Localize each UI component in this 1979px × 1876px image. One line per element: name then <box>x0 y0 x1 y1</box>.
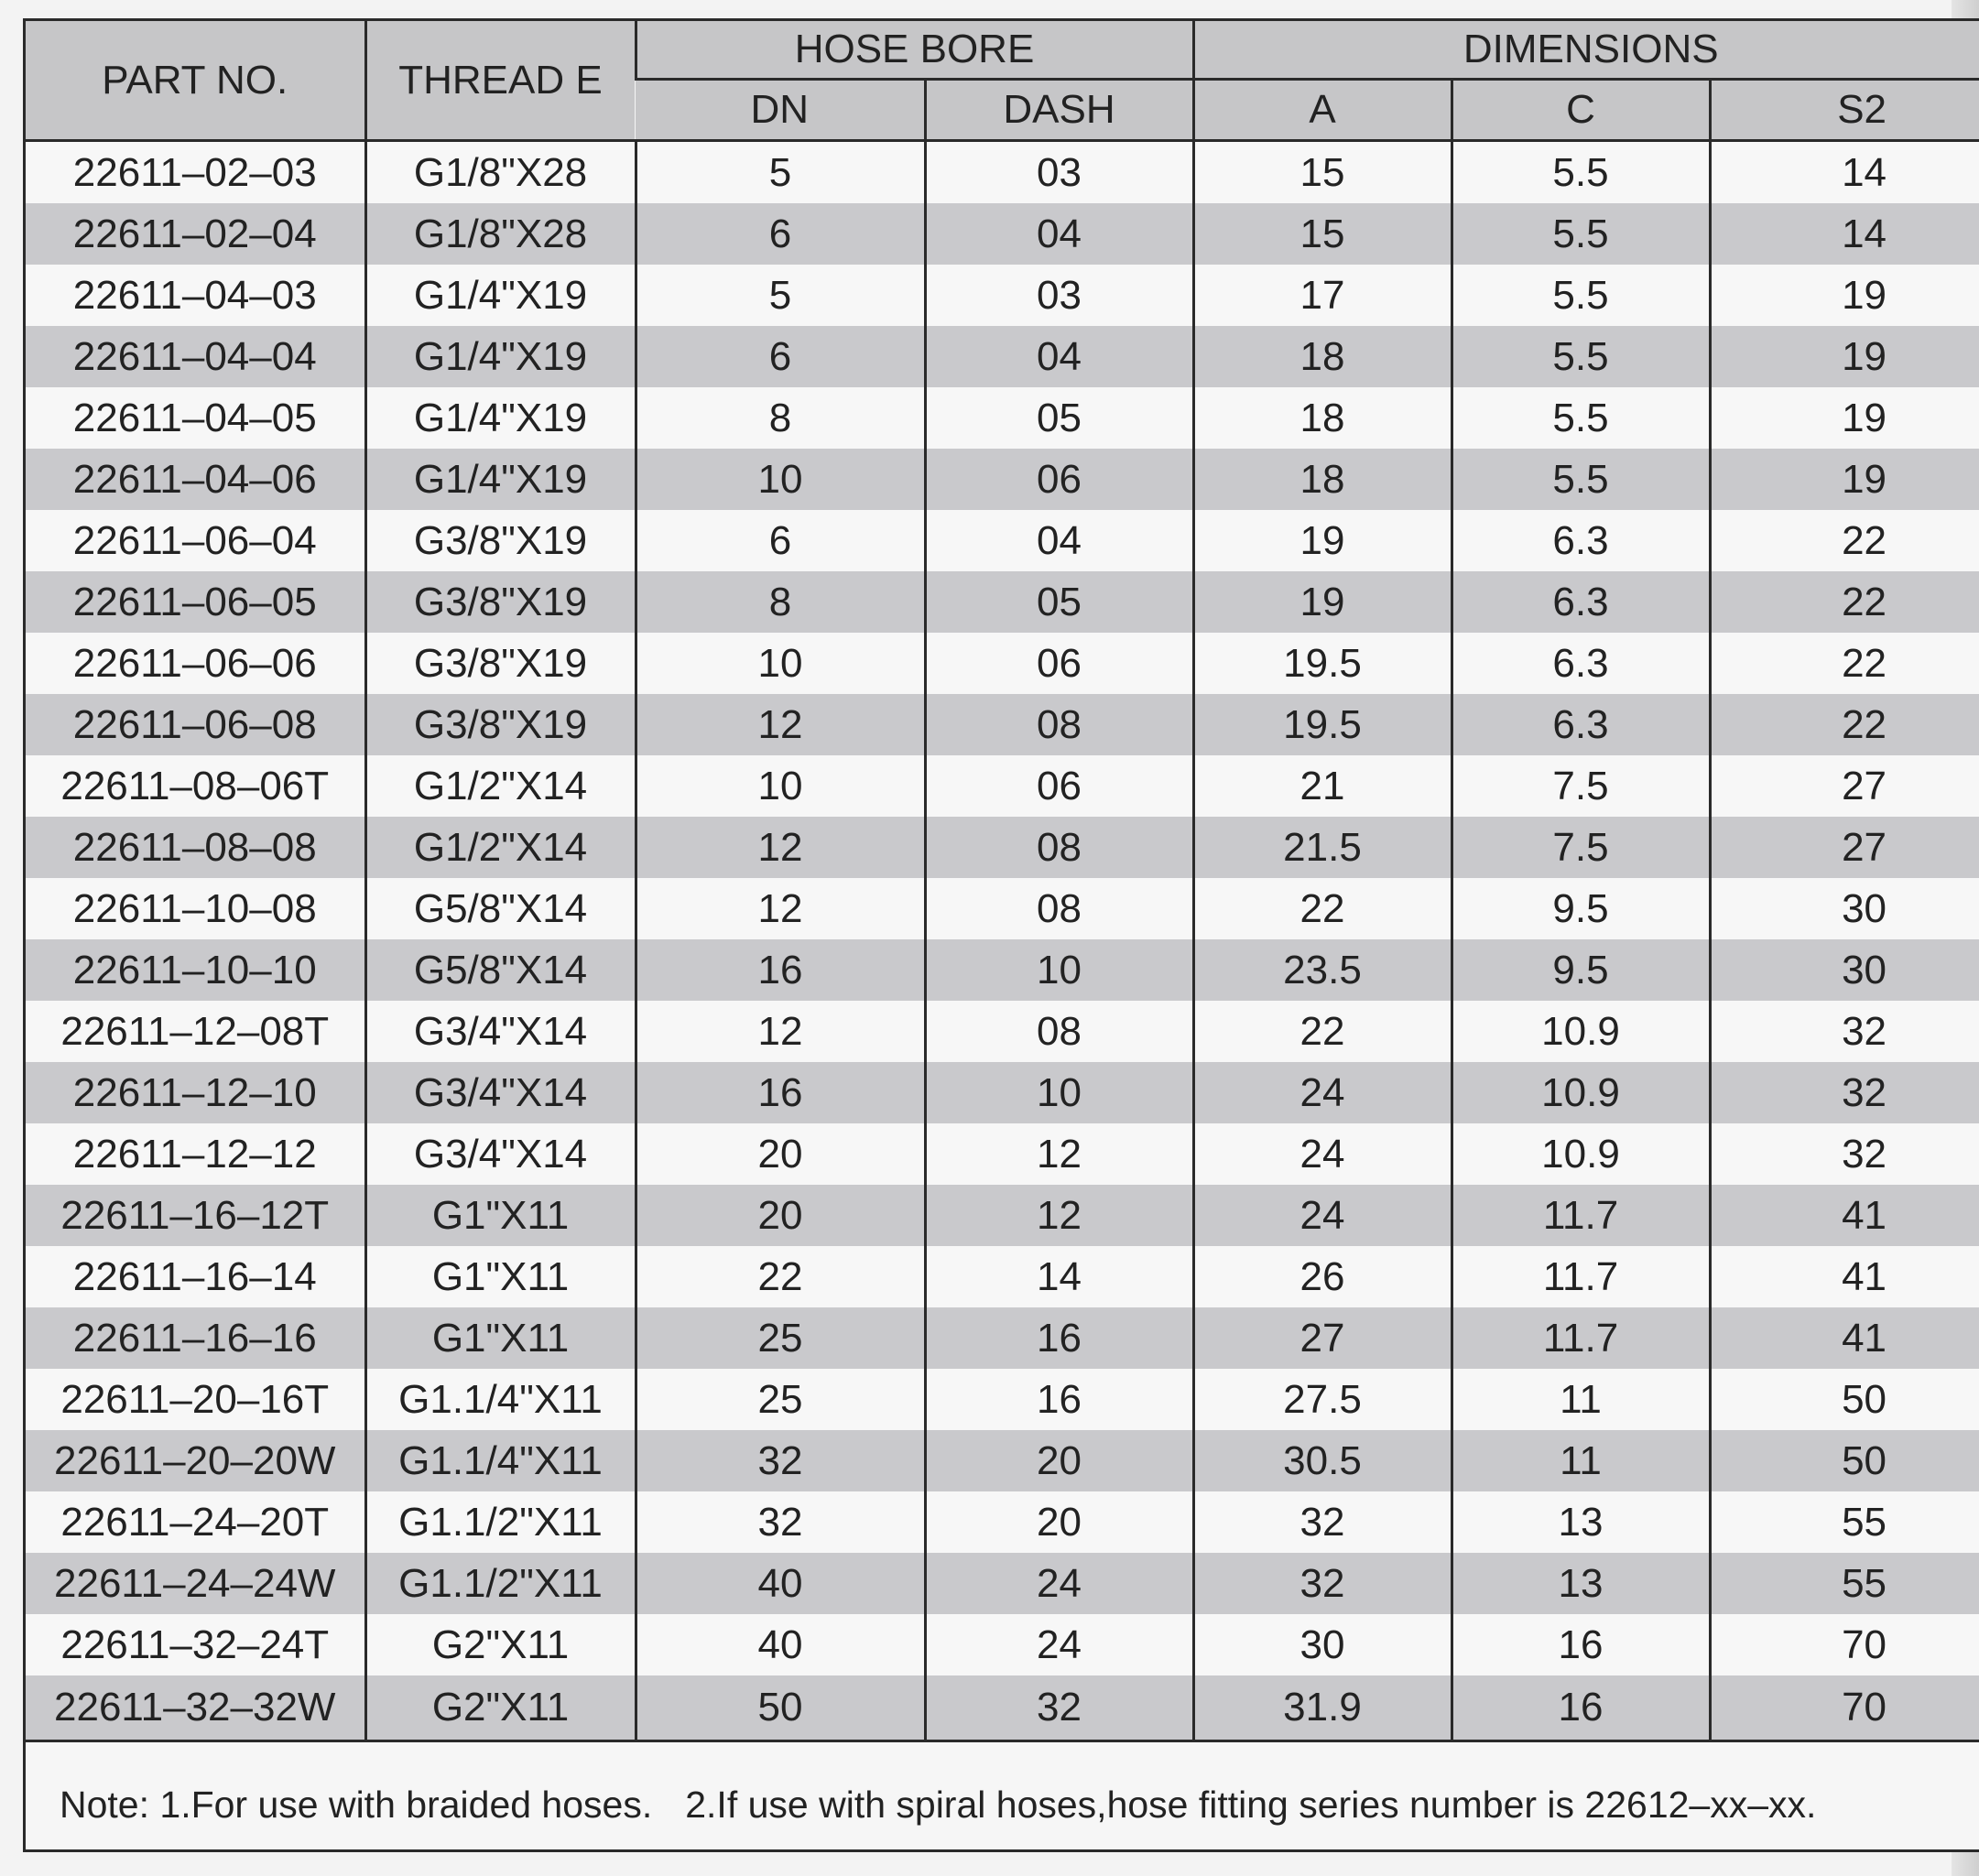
cell-s2: 14 <box>1710 141 1979 204</box>
cell-s2: 70 <box>1710 1675 1979 1741</box>
table-row <box>26 510 1979 571</box>
cell-dn: 16 <box>636 1062 925 1123</box>
cell-s2: 55 <box>1710 1553 1979 1614</box>
table-row <box>26 755 1979 817</box>
cell-s2: 19 <box>1710 326 1979 387</box>
cell-a: 23.5 <box>1193 939 1452 1001</box>
cell-dn: 25 <box>636 1307 925 1369</box>
cell-c: 9.5 <box>1452 878 1710 939</box>
cell-dn: 10 <box>636 633 925 694</box>
cell-dash: 08 <box>925 694 1193 755</box>
cell-thread-e: G1"X11 <box>365 1307 636 1369</box>
cell-thread-e: G1/4"X19 <box>365 265 636 326</box>
cell-dash: 16 <box>925 1369 1193 1430</box>
cell-part-no: 22611–06–06 <box>26 633 365 694</box>
table-row <box>26 1675 1979 1741</box>
cell-part-no: 22611–04–04 <box>26 326 365 387</box>
cell-c: 7.5 <box>1452 755 1710 817</box>
table-row <box>26 449 1979 510</box>
cell-thread-e: G1/4"X19 <box>365 326 636 387</box>
header-dn: DN <box>636 80 925 141</box>
table-row <box>26 1123 1979 1185</box>
cell-dn: 6 <box>636 203 925 265</box>
cell-thread-e: G2"X11 <box>365 1675 636 1741</box>
cell-dash: 03 <box>925 265 1193 326</box>
cell-s2: 32 <box>1710 1062 1979 1123</box>
cell-dash: 08 <box>925 878 1193 939</box>
cell-dn: 50 <box>636 1675 925 1741</box>
cell-c: 11.7 <box>1452 1307 1710 1369</box>
table-row <box>26 1246 1979 1307</box>
cell-dn: 32 <box>636 1430 925 1491</box>
cell-dash: 20 <box>925 1491 1193 1553</box>
cell-a: 27 <box>1193 1307 1452 1369</box>
table-row <box>26 1001 1979 1062</box>
cell-thread-e: G1/4"X19 <box>365 449 636 510</box>
cell-c: 9.5 <box>1452 939 1710 1001</box>
cell-a: 19 <box>1193 510 1452 571</box>
cell-part-no: 22611–12–10 <box>26 1062 365 1123</box>
table-row <box>26 1430 1979 1491</box>
cell-a: 18 <box>1193 387 1452 449</box>
cell-dash: 04 <box>925 510 1193 571</box>
cell-dash: 24 <box>925 1553 1193 1614</box>
table-row <box>26 141 1979 204</box>
cell-s2: 19 <box>1710 449 1979 510</box>
cell-part-no: 22611–04–03 <box>26 265 365 326</box>
cell-a: 19.5 <box>1193 633 1452 694</box>
cell-part-no: 22611–10–08 <box>26 878 365 939</box>
cell-a: 15 <box>1193 203 1452 265</box>
cell-c: 5.5 <box>1452 387 1710 449</box>
cell-c: 16 <box>1452 1675 1710 1741</box>
cell-part-no: 22611–12–08T <box>26 1001 365 1062</box>
table-row <box>26 326 1979 387</box>
cell-c: 6.3 <box>1452 633 1710 694</box>
cell-s2: 14 <box>1710 203 1979 265</box>
cell-a: 32 <box>1193 1491 1452 1553</box>
cell-part-no: 22611–02–03 <box>26 141 365 204</box>
header-hose-bore: HOSE BORE <box>636 21 1193 80</box>
cell-dn: 8 <box>636 571 925 633</box>
cell-dn: 12 <box>636 694 925 755</box>
cell-a: 15 <box>1193 141 1452 204</box>
cell-dash: 08 <box>925 817 1193 878</box>
cell-thread-e: G3/8"X19 <box>365 510 636 571</box>
table-body <box>26 141 1979 1741</box>
cell-part-no: 22611–16–14 <box>26 1246 365 1307</box>
cell-thread-e: G1/8"X28 <box>365 203 636 265</box>
cell-dn: 20 <box>636 1123 925 1185</box>
cell-c: 10.9 <box>1452 1123 1710 1185</box>
cell-s2: 19 <box>1710 387 1979 449</box>
cell-a: 32 <box>1193 1553 1452 1614</box>
cell-dash: 10 <box>925 939 1193 1001</box>
cell-a: 24 <box>1193 1185 1452 1246</box>
cell-a: 17 <box>1193 265 1452 326</box>
cell-s2: 41 <box>1710 1307 1979 1369</box>
cell-a: 31.9 <box>1193 1675 1452 1741</box>
cell-thread-e: G5/8"X14 <box>365 939 636 1001</box>
cell-c: 5.5 <box>1452 265 1710 326</box>
cell-c: 5.5 <box>1452 203 1710 265</box>
cell-a: 24 <box>1193 1062 1452 1123</box>
cell-c: 10.9 <box>1452 1062 1710 1123</box>
cell-dash: 12 <box>925 1123 1193 1185</box>
cell-dash: 05 <box>925 571 1193 633</box>
table-row <box>26 571 1979 633</box>
cell-thread-e: G3/8"X19 <box>365 633 636 694</box>
cell-thread-e: G1/4"X19 <box>365 387 636 449</box>
table-row <box>26 878 1979 939</box>
table-row <box>26 1491 1979 1553</box>
cell-dash: 24 <box>925 1614 1193 1675</box>
cell-a: 30.5 <box>1193 1430 1452 1491</box>
table-row <box>26 387 1979 449</box>
cell-dn: 40 <box>636 1614 925 1675</box>
footnote-part-1: Note: 1.For use with braided hoses. <box>60 1784 653 1826</box>
cell-dash: 12 <box>925 1185 1193 1246</box>
cell-s2: 30 <box>1710 939 1979 1001</box>
cell-part-no: 22611–04–05 <box>26 387 365 449</box>
cell-part-no: 22611–08–06T <box>26 755 365 817</box>
cell-a: 21 <box>1193 755 1452 817</box>
cell-s2: 41 <box>1710 1185 1979 1246</box>
cell-thread-e: G3/4"X14 <box>365 1123 636 1185</box>
cell-c: 5.5 <box>1452 449 1710 510</box>
cell-c: 11 <box>1452 1430 1710 1491</box>
cell-dash: 04 <box>925 326 1193 387</box>
table-row <box>26 1553 1979 1614</box>
cell-a: 19.5 <box>1193 694 1452 755</box>
cell-dash: 04 <box>925 203 1193 265</box>
cell-a: 18 <box>1193 449 1452 510</box>
cell-s2: 32 <box>1710 1001 1979 1062</box>
cell-part-no: 22611–20–16T <box>26 1369 365 1430</box>
cell-c: 11.7 <box>1452 1246 1710 1307</box>
cell-part-no: 22611–20–20W <box>26 1430 365 1491</box>
cell-c: 10.9 <box>1452 1001 1710 1062</box>
cell-s2: 41 <box>1710 1246 1979 1307</box>
cell-thread-e: G1"X11 <box>365 1246 636 1307</box>
cell-dn: 20 <box>636 1185 925 1246</box>
cell-s2: 27 <box>1710 755 1979 817</box>
table-row <box>26 1614 1979 1675</box>
cell-dn: 16 <box>636 939 925 1001</box>
cell-c: 5.5 <box>1452 326 1710 387</box>
cell-s2: 22 <box>1710 633 1979 694</box>
cell-dn: 10 <box>636 755 925 817</box>
cell-thread-e: G3/4"X14 <box>365 1062 636 1123</box>
cell-a: 30 <box>1193 1614 1452 1675</box>
cell-dn: 10 <box>636 449 925 510</box>
cell-dn: 25 <box>636 1369 925 1430</box>
cell-a: 19 <box>1193 571 1452 633</box>
header-part-no: PART NO. <box>26 21 365 141</box>
cell-dn: 5 <box>636 141 925 204</box>
cell-s2: 22 <box>1710 510 1979 571</box>
table-row <box>26 939 1979 1001</box>
cell-a: 24 <box>1193 1123 1452 1185</box>
cell-s2: 50 <box>1710 1369 1979 1430</box>
cell-a: 22 <box>1193 878 1452 939</box>
cell-dn: 8 <box>636 387 925 449</box>
fitting-spec-table <box>26 21 1979 1742</box>
cell-part-no: 22611–16–12T <box>26 1185 365 1246</box>
cell-dash: 16 <box>925 1307 1193 1369</box>
cell-part-no: 22611–24–20T <box>26 1491 365 1553</box>
cell-dash: 32 <box>925 1675 1193 1741</box>
cell-part-no: 22611–02–04 <box>26 203 365 265</box>
cell-c: 6.3 <box>1452 571 1710 633</box>
cell-thread-e: G3/8"X19 <box>365 694 636 755</box>
cell-thread-e: G1/2"X14 <box>365 755 636 817</box>
cell-dash: 10 <box>925 1062 1193 1123</box>
cell-a: 26 <box>1193 1246 1452 1307</box>
header-dash: DASH <box>925 80 1193 141</box>
cell-thread-e: G1.1/2"X11 <box>365 1491 636 1553</box>
cell-c: 6.3 <box>1452 694 1710 755</box>
cell-thread-e: G1"X11 <box>365 1185 636 1246</box>
cell-part-no: 22611–32–24T <box>26 1614 365 1675</box>
cell-s2: 50 <box>1710 1430 1979 1491</box>
cell-dash: 14 <box>925 1246 1193 1307</box>
cell-dn: 12 <box>636 1001 925 1062</box>
cell-dn: 40 <box>636 1553 925 1614</box>
cell-part-no: 22611–10–10 <box>26 939 365 1001</box>
cell-s2: 27 <box>1710 817 1979 878</box>
footnote-part-2: 2.If use with spiral hoses,hose fitting series number is 22612–xx–xx. <box>685 1784 1817 1826</box>
spec-sheet <box>23 18 1979 1852</box>
cell-part-no: 22611–16–16 <box>26 1307 365 1369</box>
cell-dash: 06 <box>925 633 1193 694</box>
table-row <box>26 1062 1979 1123</box>
cell-c: 5.5 <box>1452 141 1710 204</box>
cell-s2: 55 <box>1710 1491 1979 1553</box>
cell-a: 21.5 <box>1193 817 1452 878</box>
cell-c: 13 <box>1452 1553 1710 1614</box>
cell-part-no: 22611–06–04 <box>26 510 365 571</box>
cell-part-no: 22611–04–06 <box>26 449 365 510</box>
cell-dash: 20 <box>925 1430 1193 1491</box>
cell-dash: 06 <box>925 755 1193 817</box>
table-row <box>26 633 1979 694</box>
table-row <box>26 1307 1979 1369</box>
cell-dn: 6 <box>636 510 925 571</box>
cell-s2: 19 <box>1710 265 1979 326</box>
header-a: A <box>1193 80 1452 141</box>
cell-dn: 5 <box>636 265 925 326</box>
cell-a: 27.5 <box>1193 1369 1452 1430</box>
cell-thread-e: G1/2"X14 <box>365 817 636 878</box>
cell-c: 7.5 <box>1452 817 1710 878</box>
cell-s2: 70 <box>1710 1614 1979 1675</box>
table-row <box>26 817 1979 878</box>
cell-dash: 08 <box>925 1001 1193 1062</box>
cell-thread-e: G3/4"X14 <box>365 1001 636 1062</box>
cell-a: 18 <box>1193 326 1452 387</box>
table-row <box>26 203 1979 265</box>
cell-part-no: 22611–24–24W <box>26 1553 365 1614</box>
cell-dn: 32 <box>636 1491 925 1553</box>
cell-s2: 32 <box>1710 1123 1979 1185</box>
cell-c: 16 <box>1452 1614 1710 1675</box>
cell-dn: 22 <box>636 1246 925 1307</box>
cell-s2: 22 <box>1710 694 1979 755</box>
table-row <box>26 1185 1979 1246</box>
header-dimensions: DIMENSIONS <box>1193 21 1979 80</box>
cell-thread-e: G5/8"X14 <box>365 878 636 939</box>
cell-thread-e: G3/8"X19 <box>365 571 636 633</box>
cell-thread-e: G2"X11 <box>365 1614 636 1675</box>
table-row <box>26 1369 1979 1430</box>
cell-part-no: 22611–06–08 <box>26 694 365 755</box>
cell-c: 6.3 <box>1452 510 1710 571</box>
cell-c: 11.7 <box>1452 1185 1710 1246</box>
cell-dn: 12 <box>636 878 925 939</box>
table-header <box>26 21 1979 141</box>
cell-part-no: 22611–12–12 <box>26 1123 365 1185</box>
cell-s2: 22 <box>1710 571 1979 633</box>
cell-dn: 6 <box>636 326 925 387</box>
cell-part-no: 22611–32–32W <box>26 1675 365 1741</box>
header-thread-e: THREAD E <box>365 21 636 141</box>
cell-thread-e: G1/8"X28 <box>365 141 636 204</box>
cell-c: 13 <box>1452 1491 1710 1553</box>
table-row <box>26 265 1979 326</box>
table-row <box>26 694 1979 755</box>
footnote <box>60 1784 1849 1827</box>
cell-dash: 05 <box>925 387 1193 449</box>
cell-dash: 06 <box>925 449 1193 510</box>
cell-dash: 03 <box>925 141 1193 204</box>
cell-thread-e: G1.1/2"X11 <box>365 1553 636 1614</box>
cell-c: 11 <box>1452 1369 1710 1430</box>
cell-s2: 30 <box>1710 878 1979 939</box>
cell-part-no: 22611–08–08 <box>26 817 365 878</box>
cell-a: 22 <box>1193 1001 1452 1062</box>
header-s2: S2 <box>1710 80 1979 141</box>
cell-part-no: 22611–06–05 <box>26 571 365 633</box>
cell-thread-e: G1.1/4"X11 <box>365 1369 636 1430</box>
cell-dn: 12 <box>636 817 925 878</box>
header-c: C <box>1452 80 1710 141</box>
cell-thread-e: G1.1/4"X11 <box>365 1430 636 1491</box>
